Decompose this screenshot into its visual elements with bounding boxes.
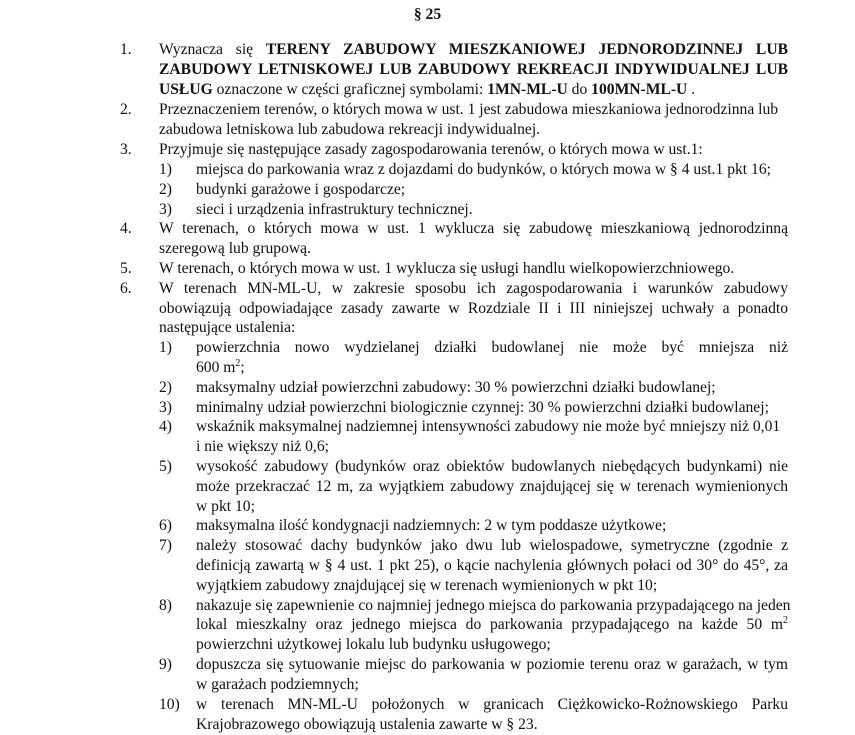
list-item-text: definicją zawartą w § 4 ust. 1 pkt 25), o kącie nachylenia głównych połaci od 30° do 45°, za — [196, 557, 788, 574]
paragraph-line: W terenach, o których mowa w ust. 1 wyklucza się zabudowę mieszkaniową jednorodzinną — [159, 220, 788, 237]
text: do — [567, 81, 592, 98]
list-item-text — [196, 358, 245, 378]
paragraph-number: 6. — [120, 280, 132, 297]
list-item-number: 7) — [159, 537, 172, 554]
list-item-text: maksymalna ilość kondygnacji nadziemnych: 2 w tym poddasze użytkowe; — [196, 517, 667, 534]
list-item-text: miejsca do parkowania wraz z dojazdami do budynków, o których mowa w § 4 ust.1 pkt 16; — [196, 161, 771, 178]
list-item-number: 8) — [159, 597, 172, 614]
text: oznaczone w części graficznej symbolami: — [212, 81, 488, 98]
list-item-number: 3) — [159, 201, 172, 218]
text: ; — [240, 359, 245, 376]
superscript: 2 — [235, 358, 241, 369]
list-item-text: w pkt 10; — [196, 498, 255, 515]
paragraph-line: ZABUDOWY LETNISKOWEJ LUB ZABUDOWY REKREACJI INDYWIDUALNEJ LUB — [159, 61, 788, 78]
list-item-text: w terenach MN-ML-U położonych w granicach Ciężkowicko-Rożnowskiego Parku — [196, 696, 788, 713]
paragraph-line: W terenach MN-ML-U, w zakresie sposobu ich zagospodarowania i warunków zabudowy — [159, 280, 788, 297]
bold-text: 1MN-ML-U — [487, 81, 568, 98]
list-item-number: 10) — [159, 696, 180, 713]
list-item-text: sieci i urządzenia infrastruktury technicznej. — [196, 201, 473, 218]
list-item-text: może przekraczać 12 m, za wyjątkiem zabudowy znajdującej się w terenach wymienionych — [196, 478, 788, 495]
text: . — [687, 81, 696, 98]
bold-text: 100MN-ML-U — [591, 81, 688, 98]
list-item-text: nakazuje się zapewnienie co najmniej jednego miejsca do parkowania przypadającego na jeden — [196, 597, 791, 614]
list-item-text: i nie większy niż 0,6; — [196, 438, 329, 455]
list-item-text: minimalny udział powierzchni biologicznie czynnej: 30 % powierzchni działki budowlanej; — [196, 399, 769, 416]
list-item-number: 5) — [159, 458, 172, 475]
paragraph-line: Przeznaczeniem terenów, o których mowa w ust. 1 jest zabudowa mieszkaniowa jednorodzinna lub — [159, 101, 779, 118]
paragraph-number: 1. — [120, 41, 132, 58]
paragraph-line: zabudowa letniskowa lub zabudowa rekreacji indywidualnej. — [159, 121, 541, 138]
list-item-number: 3) — [159, 399, 172, 416]
list-item-text: powierzchni użytkowej lokalu lub budynku usługowego; — [196, 636, 551, 653]
list-item-text: Krajobrazowego obowiązują ustalenia zawarte w § 23. — [196, 716, 538, 733]
list-item-number: 1) — [159, 161, 172, 178]
paragraph-line: Przyjmuje się następujące zasady zagospodarowania terenów, o których mowa w ust.1: — [159, 141, 703, 158]
list-item-text: należy stosować dachy budynków jako dwu lub wielospadowe, symetryczne (zgodnie z — [196, 537, 788, 554]
list-item-text: powierzchnia nowo wydzielanej działki budowlanej nie może być mniejsza niż — [196, 339, 788, 356]
bold-text: USŁUG — [159, 81, 213, 98]
list-item-text: dopuszcza się sytuowanie miejsc do parkowania w poziomie terenu oraz w garażach, w tym — [196, 656, 788, 673]
paragraph-line: W terenach, o których mowa w ust. 1 wyklucza się usługi handlu wielkopowierzchniowego. — [159, 260, 735, 277]
superscript: 2 — [783, 615, 788, 626]
list-item-number: 1) — [159, 339, 172, 356]
list-item-text — [196, 615, 788, 635]
bold-text: TERENY ZABUDOWY MIESZKANIOWEJ JEDNORODZINNEJ LUB — [265, 41, 788, 58]
section-title: § 25 — [413, 6, 442, 23]
list-item-text: w garażach podziemnych; — [196, 676, 359, 693]
paragraph-line — [159, 40, 788, 60]
list-item-text: maksymalny udział powierzchni zabudowy: 30 % powierzchni działki budowlanej; — [196, 379, 716, 396]
list-item-number: 9) — [159, 656, 172, 673]
paragraph-number: 4. — [120, 220, 132, 237]
text: lokal mieszkalny oraz jednego miejsca do parkowania przypadającego na każde 50 m — [196, 616, 783, 633]
paragraph-number: 5. — [120, 260, 132, 277]
list-item-number: 4) — [159, 418, 172, 435]
paragraph-line: obowiązują odpowiadające zasady zawarte w Rozdziale II i III niniejszej uchwały a ponadto — [159, 300, 788, 317]
paragraph-line: następujące ustalenia: — [159, 319, 296, 336]
list-item-text: wyjątkiem zabudowy znajdującej się w terenach wymienionych w pkt 10; — [196, 577, 658, 594]
list-item-number: 6) — [159, 517, 172, 534]
list-item-number: 2) — [159, 181, 172, 198]
paragraph-line: szeregową lub grupową. — [159, 240, 311, 257]
list-item-number: 2) — [159, 379, 172, 396]
list-item-text: budynki garażowe i gospodarcze; — [196, 181, 406, 198]
text: Wyznacza się — [159, 41, 266, 58]
text: 600 m — [196, 359, 236, 376]
paragraph-number: 3. — [120, 141, 132, 158]
list-item-text: wskaźnik maksymalnej nadziemnej intensywności zabudowy nie może być mniejszy niż 0,01 — [196, 418, 781, 435]
paragraph-number: 2. — [120, 101, 132, 118]
list-item-text: wysokość zabudowy (budynków oraz obiektów budowlanych niebędących budynkami) nie — [196, 458, 788, 475]
paragraph-line — [159, 80, 695, 100]
